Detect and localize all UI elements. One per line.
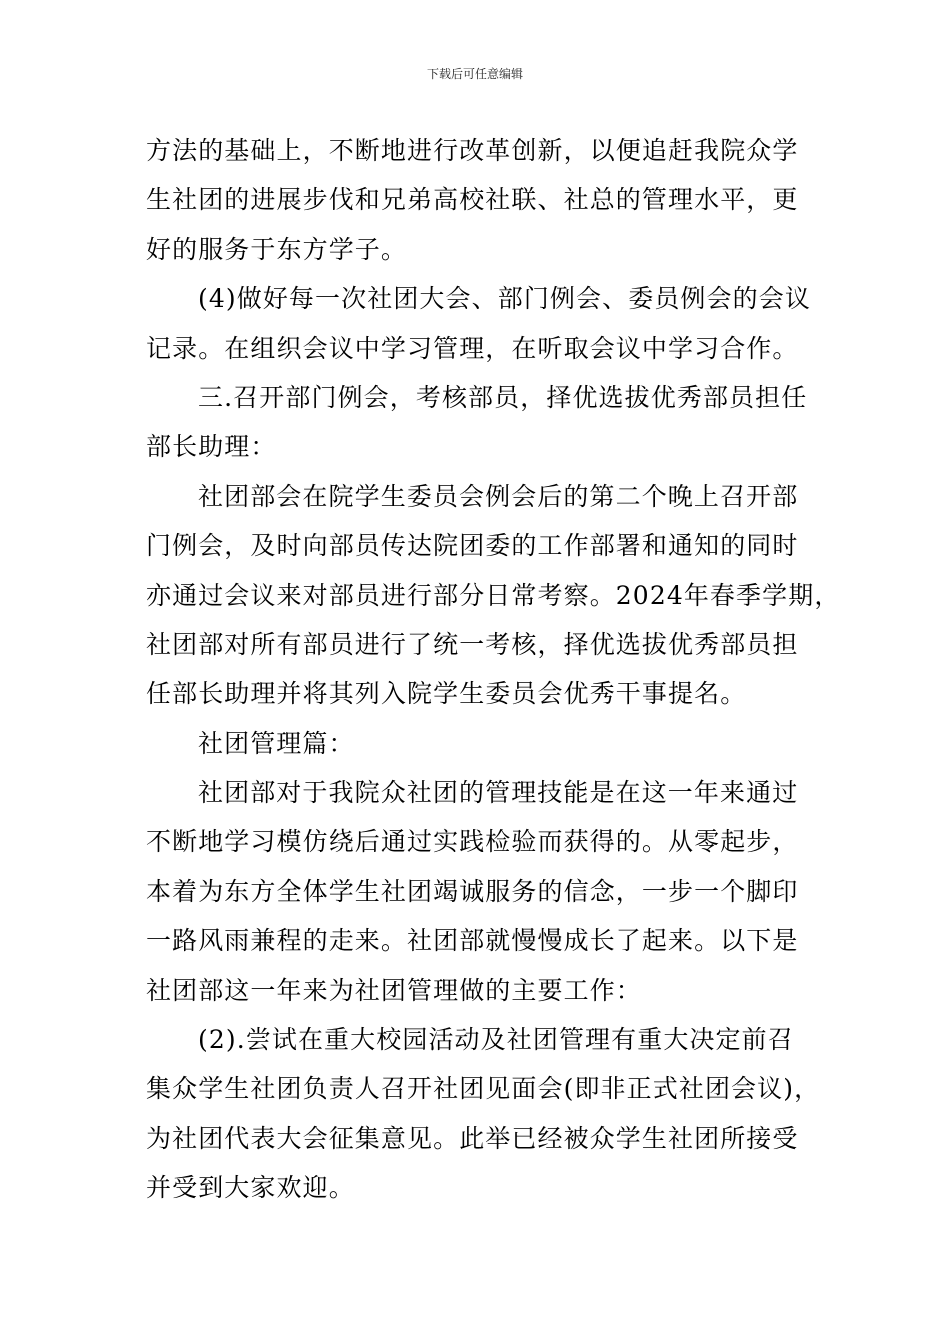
text-line: 门例会，及时向部员传达院团委的工作部署和通知的同时: [146, 531, 799, 561]
text-line: 部长助理：: [146, 432, 277, 462]
page-header: 下载后可任意编辑: [426, 67, 523, 81]
text-line: 好的服务于东方学子。: [146, 234, 408, 264]
text-line: 不断地学习模仿绕后通过实践检验而获得的。从零起步，: [146, 827, 799, 857]
text-line: 本着为东方全体学生社团竭诚服务的信念，一步一个脚印: [146, 876, 799, 906]
text-line: 为社团代表大会征集意见。此举已经被众学生社团所接受: [146, 1123, 799, 1153]
text-line: 记录。在组织会议中学习管理，在听取会议中学习合作。: [146, 333, 799, 363]
text-line: 社团部对所有部员进行了统一考核，择优选拔优秀部员担: [146, 629, 799, 659]
document-body: [146, 126, 841, 1213]
text-line: 社团管理篇：: [198, 728, 355, 758]
text-line: 亦通过会议来对部员进行部分日常考察。2024年春季学期，: [146, 580, 841, 610]
text-line: (4)做好每一次社团大会、部门例会、委员例会的会议: [198, 284, 811, 314]
text-line: 三.召开部门例会，考核部员，择优选拔优秀部员担任: [198, 382, 808, 412]
text-line: 生社团的进展步伐和兄弟高校社联、社总的管理水平，更: [146, 185, 799, 215]
text-line: 任部长助理并将其列入院学生委员会优秀干事提名。: [146, 679, 747, 709]
text-line: 一路风雨兼程的走来。社团部就慢慢成长了起来。以下是: [146, 926, 799, 956]
text-line: 集众学生社团负责人召开社团见面会(即非正式社团会议)，: [146, 1074, 821, 1104]
text-line: 社团部会在院学生委员会例会后的第二个晚上召开部: [198, 481, 799, 511]
text-line: 方法的基础上，不断地进行改革创新，以便追赶我院众学: [146, 136, 799, 165]
text-line: 社团部这一年来为社团管理做的主要工作：: [146, 975, 642, 1005]
text-line: 社团部对于我院众社团的管理技能是在这一年来通过: [198, 778, 799, 808]
text-line: (2).尝试在重大校园活动及社团管理有重大决定前召: [198, 1025, 794, 1055]
text-line: 并受到大家欢迎。: [146, 1173, 355, 1203]
